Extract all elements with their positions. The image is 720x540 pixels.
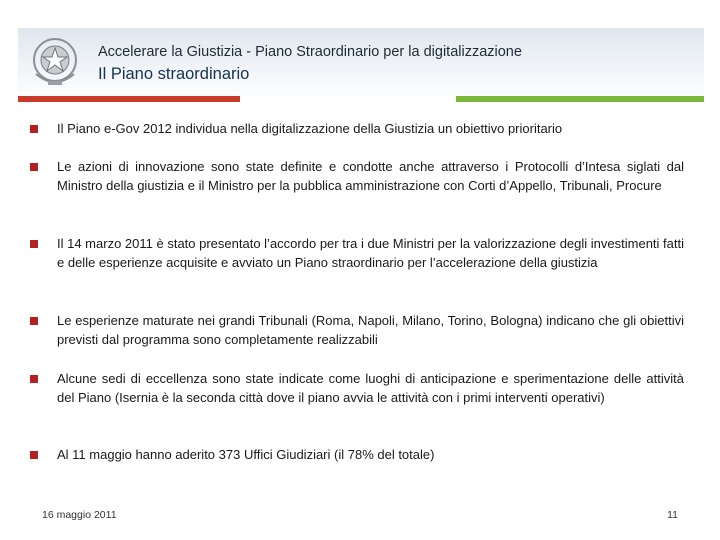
bullet-marker-icon xyxy=(30,317,38,325)
bullet-item xyxy=(30,312,684,349)
flag-stripe-red xyxy=(18,96,240,102)
bullet-marker-icon xyxy=(30,163,38,171)
bullet-text: Il 14 marzo 2011 è stato presentato l’accordo per tra i due Ministri per la valorizzazione degli investimenti fatti e delle esperienze acquisite e avviato un Piano straordinario per l’accelerazione della giustizia xyxy=(57,236,684,270)
bullet-text: Le azioni di innovazione sono state definite e condotte anche attraverso i Protocolli d’Intesa siglati dal Ministro della giustizia e il Ministro per la pubblica amministrazione con Corti d’Appello, Tribunali, Procure xyxy=(57,159,684,193)
bullet-item xyxy=(30,120,684,139)
flag-stripe-white xyxy=(240,96,456,102)
bullet-text: Alcune sedi di eccellenza sono state indicate come luoghi di anticipazione e sperimentazione delle attività del Piano (Isernia è la seconda città dove il piano avvia le attività con i primi interventi operativi) xyxy=(57,371,684,405)
bullet-text: Al 11 maggio hanno aderito 373 Uffici Giudiziari (il 78% del totale) xyxy=(57,447,435,462)
bullet-marker-icon xyxy=(30,451,38,459)
bullet-item xyxy=(30,370,684,407)
bullet-marker-icon xyxy=(30,125,38,133)
slide-header xyxy=(18,28,704,102)
flag-stripe-green xyxy=(456,96,704,102)
bullet-text: Le esperienze maturate nei grandi Tribunali (Roma, Napoli, Milano, Torino, Bologna) indicano che gli obiettivi previsti dal programma sono completamente realizzabili xyxy=(57,313,684,347)
bullet-text: Il Piano e-Gov 2012 individua nella digitalizzazione della Giustizia un obiettivo prioritario xyxy=(57,121,563,136)
footer-date: 16 maggio 2011 xyxy=(42,509,117,521)
italian-republic-emblem-icon xyxy=(30,34,80,90)
bullet-item xyxy=(30,235,684,272)
presentation-subtitle: Accelerare la Giustizia - Piano Straordinario per la digitalizzazione xyxy=(98,44,522,60)
bullet-item xyxy=(30,446,684,465)
bullet-item xyxy=(30,158,684,195)
page-number: 11 xyxy=(667,509,678,521)
slide-title: Il Piano straordinario xyxy=(98,65,250,83)
bullet-marker-icon xyxy=(30,375,38,383)
bullet-marker-icon xyxy=(30,240,38,248)
